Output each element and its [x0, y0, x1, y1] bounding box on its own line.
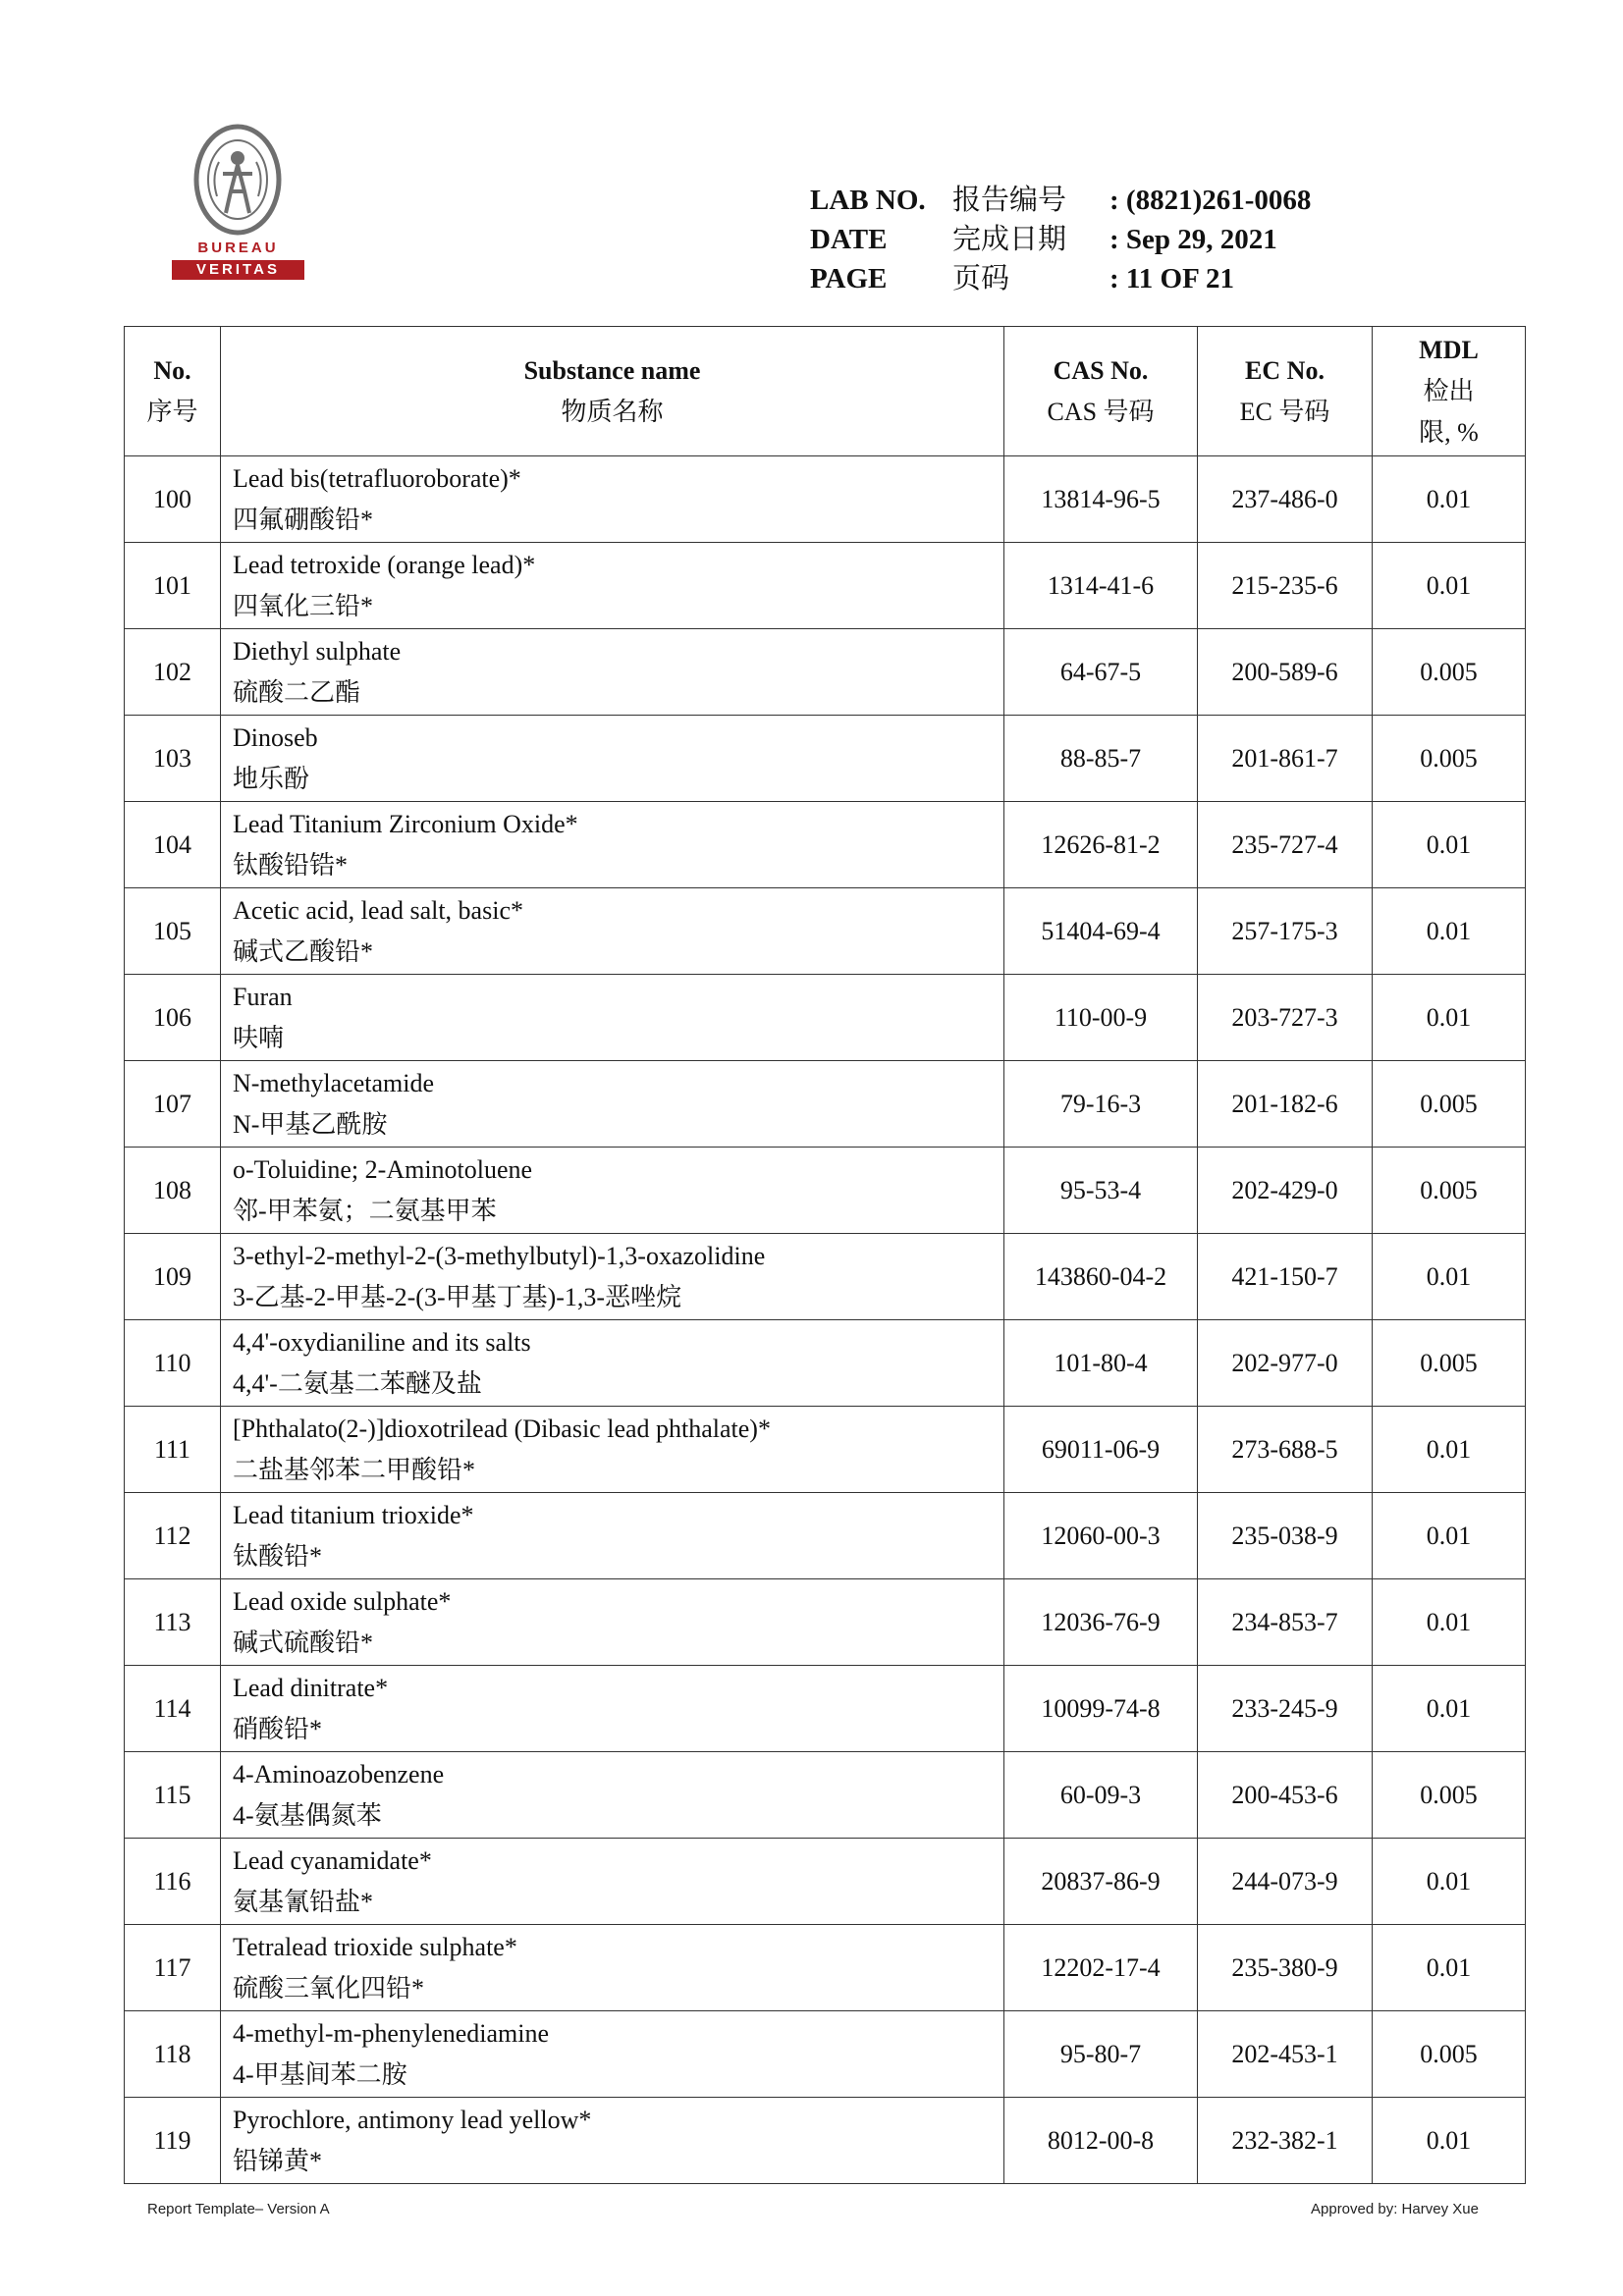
header-row-date — [810, 220, 1311, 259]
table-row — [125, 1320, 1526, 1407]
footer-template-version: Report Template– Version A — [147, 2201, 330, 2217]
cell-mdl: 0.01 — [1373, 1839, 1526, 1925]
cell-ec-no: 201-182-6 — [1198, 1061, 1373, 1148]
cell-mdl: 0.01 — [1373, 1579, 1526, 1666]
table-row — [125, 629, 1526, 716]
report-header — [810, 181, 1311, 298]
cell-substance-name — [221, 543, 1004, 629]
column-header-cn: CAS 号码 — [1047, 397, 1155, 426]
substance-name-cn: 碱式硫酸铅* — [233, 1628, 374, 1657]
cell-no: 105 — [125, 888, 221, 975]
cell-ec-no: 244-073-9 — [1198, 1839, 1373, 1925]
cell-substance-name — [221, 1666, 1004, 1752]
cell-mdl: 0.01 — [1373, 975, 1526, 1061]
substance-name-en: Lead oxide sulphate* — [233, 1586, 452, 1616]
substance-name-cn: 碱式乙酸铅* — [233, 936, 374, 966]
column-header-mdl — [1373, 327, 1526, 456]
substance-name-cn: 硫酸二乙酯 — [233, 677, 361, 707]
cell-substance-name — [221, 1407, 1004, 1493]
cell-cas-no: 12626-81-2 — [1004, 802, 1198, 888]
cell-no: 119 — [125, 2098, 221, 2184]
cell-ec-no: 200-589-6 — [1198, 629, 1373, 716]
cell-mdl: 0.01 — [1373, 1407, 1526, 1493]
cell-no: 102 — [125, 629, 221, 716]
cell-ec-no: 234-853-7 — [1198, 1579, 1373, 1666]
substance-name-cn: 四氧化三铅* — [233, 591, 374, 620]
cell-substance-name — [221, 1925, 1004, 2011]
substance-name-en: Dinoseb — [233, 722, 318, 752]
cell-ec-no: 273-688-5 — [1198, 1407, 1373, 1493]
substance-name-en: 4-Aminoazobenzene — [233, 1759, 445, 1789]
logo-emblem-icon — [172, 123, 304, 239]
header-row-page — [810, 259, 1311, 298]
cell-mdl: 0.01 — [1373, 543, 1526, 629]
table-row — [125, 1925, 1526, 2011]
cell-ec-no: 201-861-7 — [1198, 716, 1373, 802]
substance-name-cn: 钛酸铅锆* — [233, 850, 349, 880]
cell-substance-name — [221, 1061, 1004, 1148]
substance-name-en: 4,4'-oxydianiline and its salts — [233, 1327, 531, 1357]
cell-cas-no: 88-85-7 — [1004, 716, 1198, 802]
cell-substance-name — [221, 716, 1004, 802]
table-row — [125, 802, 1526, 888]
cell-mdl: 0.01 — [1373, 1234, 1526, 1320]
cell-cas-no: 143860-04-2 — [1004, 1234, 1198, 1320]
substance-name-cn: 氨基氰铅盐* — [233, 1887, 374, 1916]
table-row — [125, 1407, 1526, 1493]
substance-name-en: Tetralead trioxide sulphate* — [233, 1932, 517, 1961]
substance-name-en: Acetic acid, lead salt, basic* — [233, 895, 523, 925]
substance-name-cn: 呋喃 — [233, 1023, 285, 1052]
cell-mdl: 0.005 — [1373, 1061, 1526, 1148]
cell-no: 112 — [125, 1493, 221, 1579]
cell-substance-name — [221, 1839, 1004, 1925]
cell-cas-no: 1314-41-6 — [1004, 543, 1198, 629]
header-value: : Sep 29, 2021 — [1109, 224, 1277, 255]
substance-name-en: Diethyl sulphate — [233, 636, 402, 666]
substance-name-cn: 硫酸三氧化四铅* — [233, 1973, 425, 2002]
substance-name-cn: 4,4'-二氨基二苯醚及盐 — [233, 1368, 482, 1398]
column-header-no — [125, 327, 221, 456]
column-header-cn: 序号 — [146, 397, 198, 426]
cell-no: 103 — [125, 716, 221, 802]
table-row — [125, 1493, 1526, 1579]
column-header-en: Substance name — [523, 355, 701, 385]
cell-no: 111 — [125, 1407, 221, 1493]
substance-name-en: Lead dinitrate* — [233, 1673, 389, 1702]
substance-name-cn: 四氟硼酸铅* — [233, 505, 374, 534]
cell-substance-name — [221, 629, 1004, 716]
cell-no: 107 — [125, 1061, 221, 1148]
cell-mdl: 0.01 — [1373, 2098, 1526, 2184]
bureau-veritas-logo — [172, 123, 304, 288]
cell-no: 104 — [125, 802, 221, 888]
header-value: : (8821)261-0068 — [1109, 185, 1312, 216]
cell-mdl: 0.005 — [1373, 629, 1526, 716]
cell-substance-name — [221, 1493, 1004, 1579]
table-row — [125, 1061, 1526, 1148]
cell-substance-name — [221, 1320, 1004, 1407]
cell-cas-no: 110-00-9 — [1004, 975, 1198, 1061]
cell-substance-name — [221, 1752, 1004, 1839]
cell-ec-no: 202-453-1 — [1198, 2011, 1373, 2098]
footer-approved-by: Approved by: Harvey Xue — [1311, 2201, 1479, 2217]
cell-ec-no: 235-380-9 — [1198, 1925, 1373, 2011]
substance-name-en: Lead tetroxide (orange lead)* — [233, 550, 536, 579]
table-row — [125, 456, 1526, 543]
cell-ec-no: 232-382-1 — [1198, 2098, 1373, 2184]
cell-cas-no: 95-80-7 — [1004, 2011, 1198, 2098]
column-header-cn: EC 号码 — [1239, 397, 1330, 426]
cell-cas-no: 64-67-5 — [1004, 629, 1198, 716]
substance-name-en: o-Toluidine; 2-Aminotoluene — [233, 1154, 533, 1184]
substance-name-cn: 二盐基邻苯二甲酸铅* — [233, 1455, 476, 1484]
table-row — [125, 1666, 1526, 1752]
cell-ec-no: 202-977-0 — [1198, 1320, 1373, 1407]
table-row — [125, 1839, 1526, 1925]
cell-cas-no: 95-53-4 — [1004, 1148, 1198, 1234]
cell-mdl: 0.005 — [1373, 1320, 1526, 1407]
cell-no: 113 — [125, 1579, 221, 1666]
table-row — [125, 888, 1526, 975]
cell-cas-no: 101-80-4 — [1004, 1320, 1198, 1407]
cell-substance-name — [221, 1148, 1004, 1234]
substance-name-cn: 钛酸铅* — [233, 1541, 323, 1571]
cell-no: 101 — [125, 543, 221, 629]
logo-word-bureau: BUREAU — [172, 239, 304, 258]
cell-mdl: 0.01 — [1373, 888, 1526, 975]
header-key: DATE — [810, 224, 888, 255]
cell-substance-name — [221, 1579, 1004, 1666]
cell-no: 109 — [125, 1234, 221, 1320]
cell-no: 108 — [125, 1148, 221, 1234]
substance-name-en: [Phthalato(2-)]dioxotrilead (Dibasic lead phthalate)* — [233, 1414, 771, 1443]
cell-ec-no: 421-150-7 — [1198, 1234, 1373, 1320]
cell-cas-no: 8012-00-8 — [1004, 2098, 1198, 2184]
table-row — [125, 1579, 1526, 1666]
cell-substance-name — [221, 975, 1004, 1061]
cell-mdl: 0.01 — [1373, 1493, 1526, 1579]
cell-no: 115 — [125, 1752, 221, 1839]
cell-cas-no: 60-09-3 — [1004, 1752, 1198, 1839]
header-key-cn: 页码 — [952, 263, 1010, 294]
table-row — [125, 1148, 1526, 1234]
header-value: : 11 OF 21 — [1109, 263, 1235, 294]
column-header-ec — [1198, 327, 1373, 456]
substance-name-cn: 地乐酚 — [233, 764, 310, 793]
substance-name-cn: 4-甲基间苯二胺 — [233, 2059, 407, 2089]
column-header-en: No. — [153, 355, 191, 385]
cell-mdl: 0.01 — [1373, 802, 1526, 888]
cell-mdl: 0.01 — [1373, 456, 1526, 543]
substance-name-en: Lead bis(tetrafluoroborate)* — [233, 463, 521, 493]
cell-no: 110 — [125, 1320, 221, 1407]
cell-cas-no: 51404-69-4 — [1004, 888, 1198, 975]
table-row — [125, 1752, 1526, 1839]
logo-word-veritas: VERITAS — [172, 260, 304, 280]
cell-no: 114 — [125, 1666, 221, 1752]
table-row — [125, 716, 1526, 802]
substance-name-cn: 3-乙基-2-甲基-2-(3-甲基丁基)-1,3-恶唑烷 — [233, 1282, 682, 1311]
cell-mdl: 0.005 — [1373, 716, 1526, 802]
cell-cas-no: 20837-86-9 — [1004, 1839, 1198, 1925]
substance-name-en: Furan — [233, 982, 293, 1011]
table-row — [125, 2098, 1526, 2184]
substance-name-cn: 铅锑黄* — [233, 2146, 323, 2175]
substance-name-en: 4-methyl-m-phenylenediamine — [233, 2018, 550, 2048]
substance-name-cn: 邻-甲苯氨；二氨基甲苯 — [233, 1196, 497, 1225]
cell-cas-no: 79-16-3 — [1004, 1061, 1198, 1148]
cell-cas-no: 12202-17-4 — [1004, 1925, 1198, 2011]
cell-no: 118 — [125, 2011, 221, 2098]
cell-ec-no: 235-038-9 — [1198, 1493, 1373, 1579]
cell-mdl: 0.005 — [1373, 1752, 1526, 1839]
cell-ec-no: 235-727-4 — [1198, 802, 1373, 888]
cell-substance-name — [221, 1234, 1004, 1320]
cell-mdl: 0.005 — [1373, 1148, 1526, 1234]
cell-no: 116 — [125, 1839, 221, 1925]
substance-name-en: 3-ethyl-2-methyl-2-(3-methylbutyl)-1,3-oxazolidine — [233, 1241, 766, 1270]
column-header-substance — [221, 327, 1004, 456]
header-key: LAB NO. — [810, 185, 926, 216]
cell-substance-name — [221, 888, 1004, 975]
cell-cas-no: 12036-76-9 — [1004, 1579, 1198, 1666]
cell-ec-no: 203-727-3 — [1198, 975, 1373, 1061]
substance-name-cn: N-甲基乙酰胺 — [233, 1109, 388, 1139]
table-row — [125, 543, 1526, 629]
header-key-cn: 完成日期 — [952, 224, 1067, 255]
cell-no: 106 — [125, 975, 221, 1061]
column-header-cn: 检出 — [1423, 376, 1475, 405]
cell-ec-no: 202-429-0 — [1198, 1148, 1373, 1234]
cell-ec-no: 237-486-0 — [1198, 456, 1373, 543]
cell-substance-name — [221, 2011, 1004, 2098]
substance-table — [124, 326, 1526, 2184]
cell-ec-no: 215-235-6 — [1198, 543, 1373, 629]
substance-name-cn: 4-氨基偶氮苯 — [233, 1800, 382, 1830]
cell-cas-no: 13814-96-5 — [1004, 456, 1198, 543]
table-header-row — [125, 327, 1526, 456]
header-key: PAGE — [810, 263, 888, 294]
column-header-cn2: 限, % — [1419, 417, 1479, 447]
cell-no: 100 — [125, 456, 221, 543]
cell-substance-name — [221, 802, 1004, 888]
cell-ec-no: 233-245-9 — [1198, 1666, 1373, 1752]
substance-name-cn: 硝酸铅* — [233, 1714, 323, 1743]
column-header-cas — [1004, 327, 1198, 456]
table-row — [125, 2011, 1526, 2098]
cell-ec-no: 200-453-6 — [1198, 1752, 1373, 1839]
header-key-cn: 报告编号 — [952, 185, 1067, 216]
column-header-en: CAS No. — [1053, 355, 1149, 385]
substance-name-en: Lead Titanium Zirconium Oxide* — [233, 809, 578, 838]
table-row — [125, 975, 1526, 1061]
substance-name-en: N-methylacetamide — [233, 1068, 435, 1097]
substance-name-en: Pyrochlore, antimony lead yellow* — [233, 2105, 592, 2134]
column-header-en: MDL — [1419, 335, 1479, 364]
substance-name-en: Lead titanium trioxide* — [233, 1500, 474, 1529]
cell-substance-name — [221, 456, 1004, 543]
cell-no: 117 — [125, 1925, 221, 2011]
substance-name-en: Lead cyanamidate* — [233, 1845, 432, 1875]
header-row-lab-no — [810, 181, 1311, 220]
cell-cas-no: 69011-06-9 — [1004, 1407, 1198, 1493]
table-row — [125, 1234, 1526, 1320]
cell-cas-no: 10099-74-8 — [1004, 1666, 1198, 1752]
cell-substance-name — [221, 2098, 1004, 2184]
cell-mdl: 0.005 — [1373, 2011, 1526, 2098]
cell-mdl: 0.01 — [1373, 1666, 1526, 1752]
cell-ec-no: 257-175-3 — [1198, 888, 1373, 975]
column-header-en: EC No. — [1245, 355, 1325, 385]
cell-mdl: 0.01 — [1373, 1925, 1526, 2011]
column-header-cn: 物质名称 — [561, 397, 664, 426]
table-body — [125, 456, 1526, 2184]
cell-cas-no: 12060-00-3 — [1004, 1493, 1198, 1579]
